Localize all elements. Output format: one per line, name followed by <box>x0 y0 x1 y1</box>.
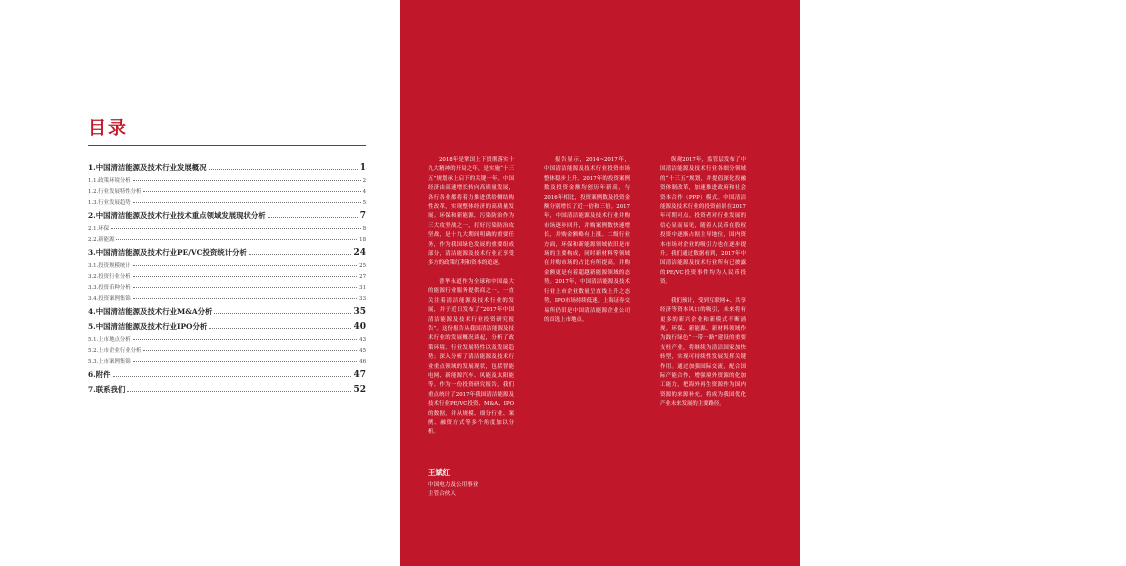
preface-column-1 <box>428 156 514 447</box>
toc-section-entry[interactable] <box>88 232 366 243</box>
signature-role-1: 中国电力及公用事业 <box>428 482 479 488</box>
toc-section-entry[interactable] <box>88 332 366 343</box>
toc-leader-dots <box>209 169 358 170</box>
toc-leader-dots <box>268 217 358 218</box>
toc-entry-title: 3.1.投资规模统计 <box>88 263 131 269</box>
preface-divider <box>828 145 1126 146</box>
toc-leader-dots <box>133 202 361 203</box>
toc-section-entry[interactable] <box>88 195 366 206</box>
toc-leader-dots <box>209 328 351 329</box>
toc-entry-page: 46 <box>359 359 366 365</box>
preface-title: 序言 <box>828 118 848 165</box>
toc-entry-page: 45 <box>359 348 366 354</box>
toc-title: 目录 <box>88 118 128 139</box>
preface-column-2 <box>544 156 630 334</box>
toc-entry-page: 7 <box>359 211 366 221</box>
toc-chapter-entry[interactable] <box>88 210 366 221</box>
toc-entry-page: 18 <box>359 237 366 243</box>
toc-entry-page: 4 <box>362 189 366 195</box>
toc-entry-title: 3.4.投资案例集锦 <box>88 296 131 302</box>
toc-entry-title: 3.2.投资行业分析 <box>88 274 131 280</box>
toc-chapter-entry[interactable] <box>88 247 366 258</box>
toc-entry-title: 1.3.行业发展趋势 <box>88 200 131 206</box>
toc-entry-title: 1.2.行业发展特性分析 <box>88 189 142 195</box>
toc-entry-page: 43 <box>359 337 366 343</box>
toc-entry-page: 35 <box>353 307 366 317</box>
toc-section-entry[interactable] <box>88 184 366 195</box>
toc-entry-page: 25 <box>359 263 366 269</box>
toc-section-entry[interactable] <box>88 258 366 269</box>
toc-entry-title: 5.3.上市案例集锦 <box>88 359 131 365</box>
toc-section-entry[interactable] <box>88 269 366 280</box>
toc-section-entry[interactable] <box>88 221 366 232</box>
toc-leader-dots <box>133 180 361 181</box>
toc-leader-dots <box>133 361 358 362</box>
toc-entry-page: 2 <box>362 178 366 184</box>
toc-entry-page: 52 <box>353 385 366 395</box>
toc-entry-title: 5.2.上市企业行业分析 <box>88 348 142 354</box>
toc-entry-page: 1 <box>359 163 366 173</box>
toc-entry-title: 4.中国清洁能源及技术行业M&A分析 <box>88 307 213 316</box>
toc-entry-title: 2.2.新能源 <box>88 237 115 243</box>
toc-divider <box>88 145 366 146</box>
toc-entry-page: 33 <box>359 296 366 302</box>
toc-chapter-entry[interactable] <box>88 369 366 380</box>
toc-section-entry[interactable] <box>88 173 366 184</box>
toc-chapter-entry[interactable] <box>88 162 366 173</box>
toc-chapter-entry[interactable] <box>88 321 366 332</box>
toc-list <box>88 162 366 395</box>
toc-leader-dots <box>133 287 358 288</box>
toc-chapter-entry[interactable] <box>88 306 366 317</box>
toc-entry-title: 2.中国清洁能源及技术行业技术重点领域发展现状分析 <box>88 211 266 220</box>
preface-paragraph: 报告显示，2014~2017年，中国清洁能源及技术行业投资市场整体稳步上升。2017年的投资案例数及投资金额均创历年新高，与2016年相比，投资案例数及投资金额分别增长了近一倍和三倍。2017年，中国清洁能源及技术行业并购市场逐步回升，并购案例数快速增长，并购金额略有上涨。二级行业方面，环保和新能源领域依旧是市场的主要构成，同时新材料等领域在并购市场的占比有所提高，并购金额更是有着超越新能源领域的态势。2017年，中国清洁能源及技术行业上市企业数量呈直线上升之态势，IPO市场持续低迷。上海证券交易所仍旧是中国清洁能源企业公司的首选上市地点。 <box>544 157 630 323</box>
toc-entry-page: 47 <box>353 370 366 380</box>
toc-entry-page: 40 <box>353 322 366 332</box>
preface-column-3 <box>660 156 746 419</box>
toc-entry-title: 1.1.政策环境分析 <box>88 178 131 184</box>
preface-paragraph: 我们预计，受到互联网+、共享经济等资本风口的吸引，未来将有更多的新兴企业和新模式不断涌现。环保、新能源、新材料领域作为践行绿色“一带一路”建设的重要支柱产业，将继续为清洁国家加快转型，实现可持续性发展发挥关键作用。通过加强国际交流，配合国际产能合作，增强境外资源的化加工能力，把海外再生资源作为国内资源的来源补充，将成为我国优化产业未来发展的主要路径。 <box>660 297 746 408</box>
toc-entry-title: 3.中国清洁能源及技术行业PE/VC投资统计分析 <box>88 248 247 257</box>
toc-entry-page: 8 <box>362 226 366 232</box>
toc-entry-title: 6.附件 <box>88 370 111 379</box>
preface-page <box>400 0 848 566</box>
toc-entry-page: 31 <box>359 285 366 291</box>
toc-leader-dots <box>133 298 358 299</box>
toc-leader-dots <box>143 191 360 192</box>
toc-entry-page: 24 <box>353 248 366 258</box>
toc-section-entry[interactable] <box>88 354 366 365</box>
preface-paragraph: 纵观2017年，监管层发布了中国清洁能源及技术行业各细分领域的“十三五”规划，并提倡深化投融资体制改革，加速推进政府和社会资本合作（PPP）模式。中国清洁能源及技术行业的投资前景在2017年可期可点。投资者对行业发展的信心显而易见，随着人民币在股权投资中逐渐占据主导地位，国内资本市场对企业的吸引力也在逐步提升。我们通过数据看到，2017年中国清洁能源及技术行业所有已披露的PE/VC投资事件均为人民币投资。 <box>660 157 746 286</box>
toc-leader-dots <box>127 391 351 392</box>
signature-role-2: 主管合伙人 <box>428 491 456 497</box>
toc-entry-title: 5.1.上市地点分析 <box>88 337 131 343</box>
toc-entry-title: 5.中国清洁能源及技术行业IPO分析 <box>88 322 208 331</box>
toc-leader-dots <box>143 350 357 351</box>
toc-leader-dots <box>133 265 358 266</box>
toc-entry-page: 5 <box>362 200 366 206</box>
toc-section-entry[interactable] <box>88 280 366 291</box>
toc-leader-dots <box>113 376 352 377</box>
toc-leader-dots <box>249 254 352 255</box>
toc-section-entry[interactable] <box>88 291 366 302</box>
toc-chapter-entry[interactable] <box>88 384 366 395</box>
preface-paragraph: 普华永道作为全球和中国最大的能源行业服务提供商之一，一直关注着清洁能源及技术行业的发展，并于近日发布了“2017年中国清洁能源及技术行业投资研究报告”。这份报告从我国清洁能源及技术行业的发展概况谈起，分析了政策环境、行业发展特性以及发展趋势；深入分析了清洁能源及技术行业重点领域的发展现状，包括智能电网、新能源汽车、风能及太阳能等。作为一份投资研究报告，我们重点统计了2017年我国清洁能源及技术行业PE/VC投资、M&A、IPO的数据，并从规模、细分行业、案例、融资方式等多个角度加以分析。 <box>428 278 514 436</box>
toc-leader-dots <box>214 313 351 314</box>
signature-name: 王斌红 <box>428 468 451 477</box>
toc-leader-dots <box>116 239 357 240</box>
toc-entry-title: 3.3.投资币种分析 <box>88 285 131 291</box>
preface-paragraph: 2018年是掌国上下贯彻落实十九大精神的开局之年，是实施“十三五”规划承上启下的关键一年。中国经济由高速增长转向高质量发展，各行各业都将着力推进供给侧结构性改革，实现整体经济的高质量发展。环保和新能源，污染防治作为三大攻坚战之一，打好污染防治攻坚战，是十九大期间明确的重要任务，作为我国绿色发展的重要组成部分，清洁能源及技术行业正享受多方的政策红利和资本的追逐。 <box>428 157 514 267</box>
toc-entry-title: 7.联系我们 <box>88 385 126 394</box>
signature-block <box>428 467 478 499</box>
toc-leader-dots <box>133 276 358 277</box>
toc-leader-dots <box>133 339 358 340</box>
toc-entry-title: 2.1.环保 <box>88 226 110 232</box>
toc-page <box>0 0 400 566</box>
toc-leader-dots <box>111 228 360 229</box>
toc-entry-title: 1.中国清洁能源及技术行业发展概况 <box>88 163 207 172</box>
toc-section-entry[interactable] <box>88 343 366 354</box>
toc-entry-page: 27 <box>359 274 366 280</box>
